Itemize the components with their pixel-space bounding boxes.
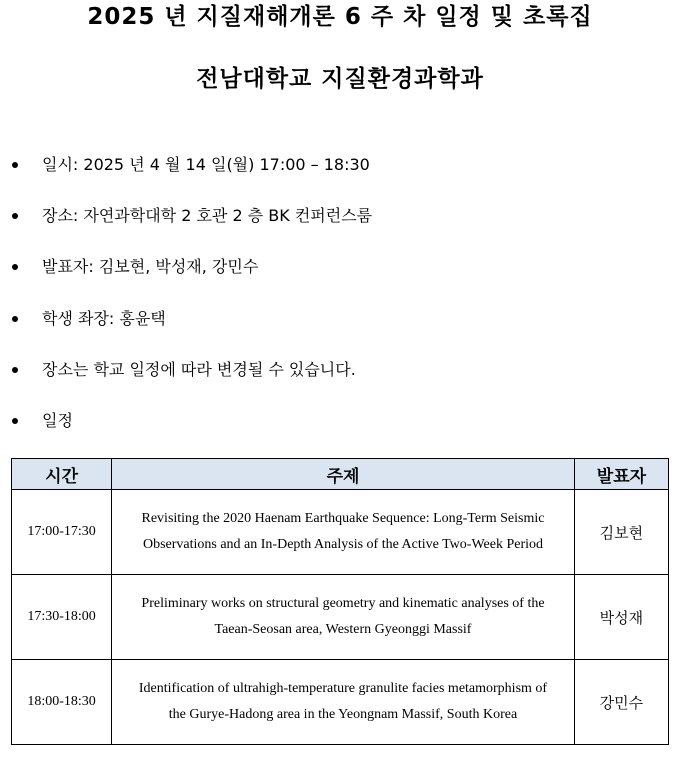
schedule-table bbox=[11, 458, 669, 745]
info-item-location bbox=[0, 199, 680, 250]
row-presenter: 김보현 bbox=[574, 490, 668, 575]
row-presenter: 강민수 bbox=[574, 660, 668, 745]
table-row bbox=[12, 490, 669, 575]
topic-line: Observations and an In-Depth Analysis of the Active Two-Week Period bbox=[142, 537, 544, 552]
topic-line: Preliminary works on structural geometry and kinematic analyses of the bbox=[141, 596, 545, 611]
info-student-chair: 학생 좌장: 홍윤택 bbox=[42, 308, 166, 328]
topic-line: Revisiting the 2020 Haenam Earthquake Sequence: Long-Term Seismic bbox=[141, 511, 545, 526]
bullet-icon bbox=[12, 367, 18, 373]
info-list bbox=[0, 148, 680, 455]
topic-line: the Gurye-Hadong area in the Yeongnam Massif, South Korea bbox=[168, 707, 518, 722]
topic-line: Taean-Seosan area, Western Gyeonggi Massif bbox=[214, 622, 472, 637]
bullet-icon bbox=[12, 418, 18, 424]
header-time: 시간 bbox=[12, 459, 112, 490]
table-row bbox=[12, 575, 669, 660]
row-topic bbox=[112, 490, 575, 575]
row-time: 17:00-17:30 bbox=[12, 490, 112, 575]
info-item-datetime bbox=[0, 148, 680, 199]
info-item-presenters bbox=[0, 250, 680, 301]
bullet-icon bbox=[12, 213, 18, 219]
info-location-notice: 장소는 학교 일정에 따라 변경될 수 있습니다. bbox=[42, 359, 356, 379]
info-item-notice bbox=[0, 353, 680, 404]
row-time: 17:30-18:00 bbox=[12, 575, 112, 660]
row-topic bbox=[112, 575, 575, 660]
bullet-icon bbox=[12, 264, 18, 270]
header-presenter: 발표자 bbox=[574, 459, 668, 490]
department-title: 전남대학교 지질환경과학과 bbox=[196, 66, 484, 92]
table-header-row bbox=[12, 459, 669, 490]
bullet-icon bbox=[12, 162, 18, 168]
info-datetime: 일시: 2025 년 4 월 14 일(월) 17:00 – 18:30 bbox=[42, 155, 370, 174]
row-presenter: 박성재 bbox=[574, 575, 668, 660]
info-location: 장소: 자연과학대학 2 호관 2 층 BK 컨퍼런스룸 bbox=[42, 206, 373, 226]
info-presenters: 발표자: 김보현, 박성재, 강민수 bbox=[42, 257, 259, 277]
document-title: 2025 년 지질재해개론 6 주 차 일정 및 초록집 bbox=[87, 4, 593, 30]
row-time: 18:00-18:30 bbox=[12, 660, 112, 745]
info-item-chair bbox=[0, 302, 680, 353]
info-item-schedule bbox=[0, 404, 680, 455]
table-row bbox=[12, 660, 669, 745]
row-topic bbox=[112, 660, 575, 745]
info-schedule-label: 일정 bbox=[42, 410, 73, 430]
bullet-icon bbox=[12, 316, 18, 322]
topic-line: Identification of ultrahigh-temperature granulite facies metamorphism of bbox=[138, 681, 548, 696]
header-topic: 주제 bbox=[112, 459, 575, 490]
